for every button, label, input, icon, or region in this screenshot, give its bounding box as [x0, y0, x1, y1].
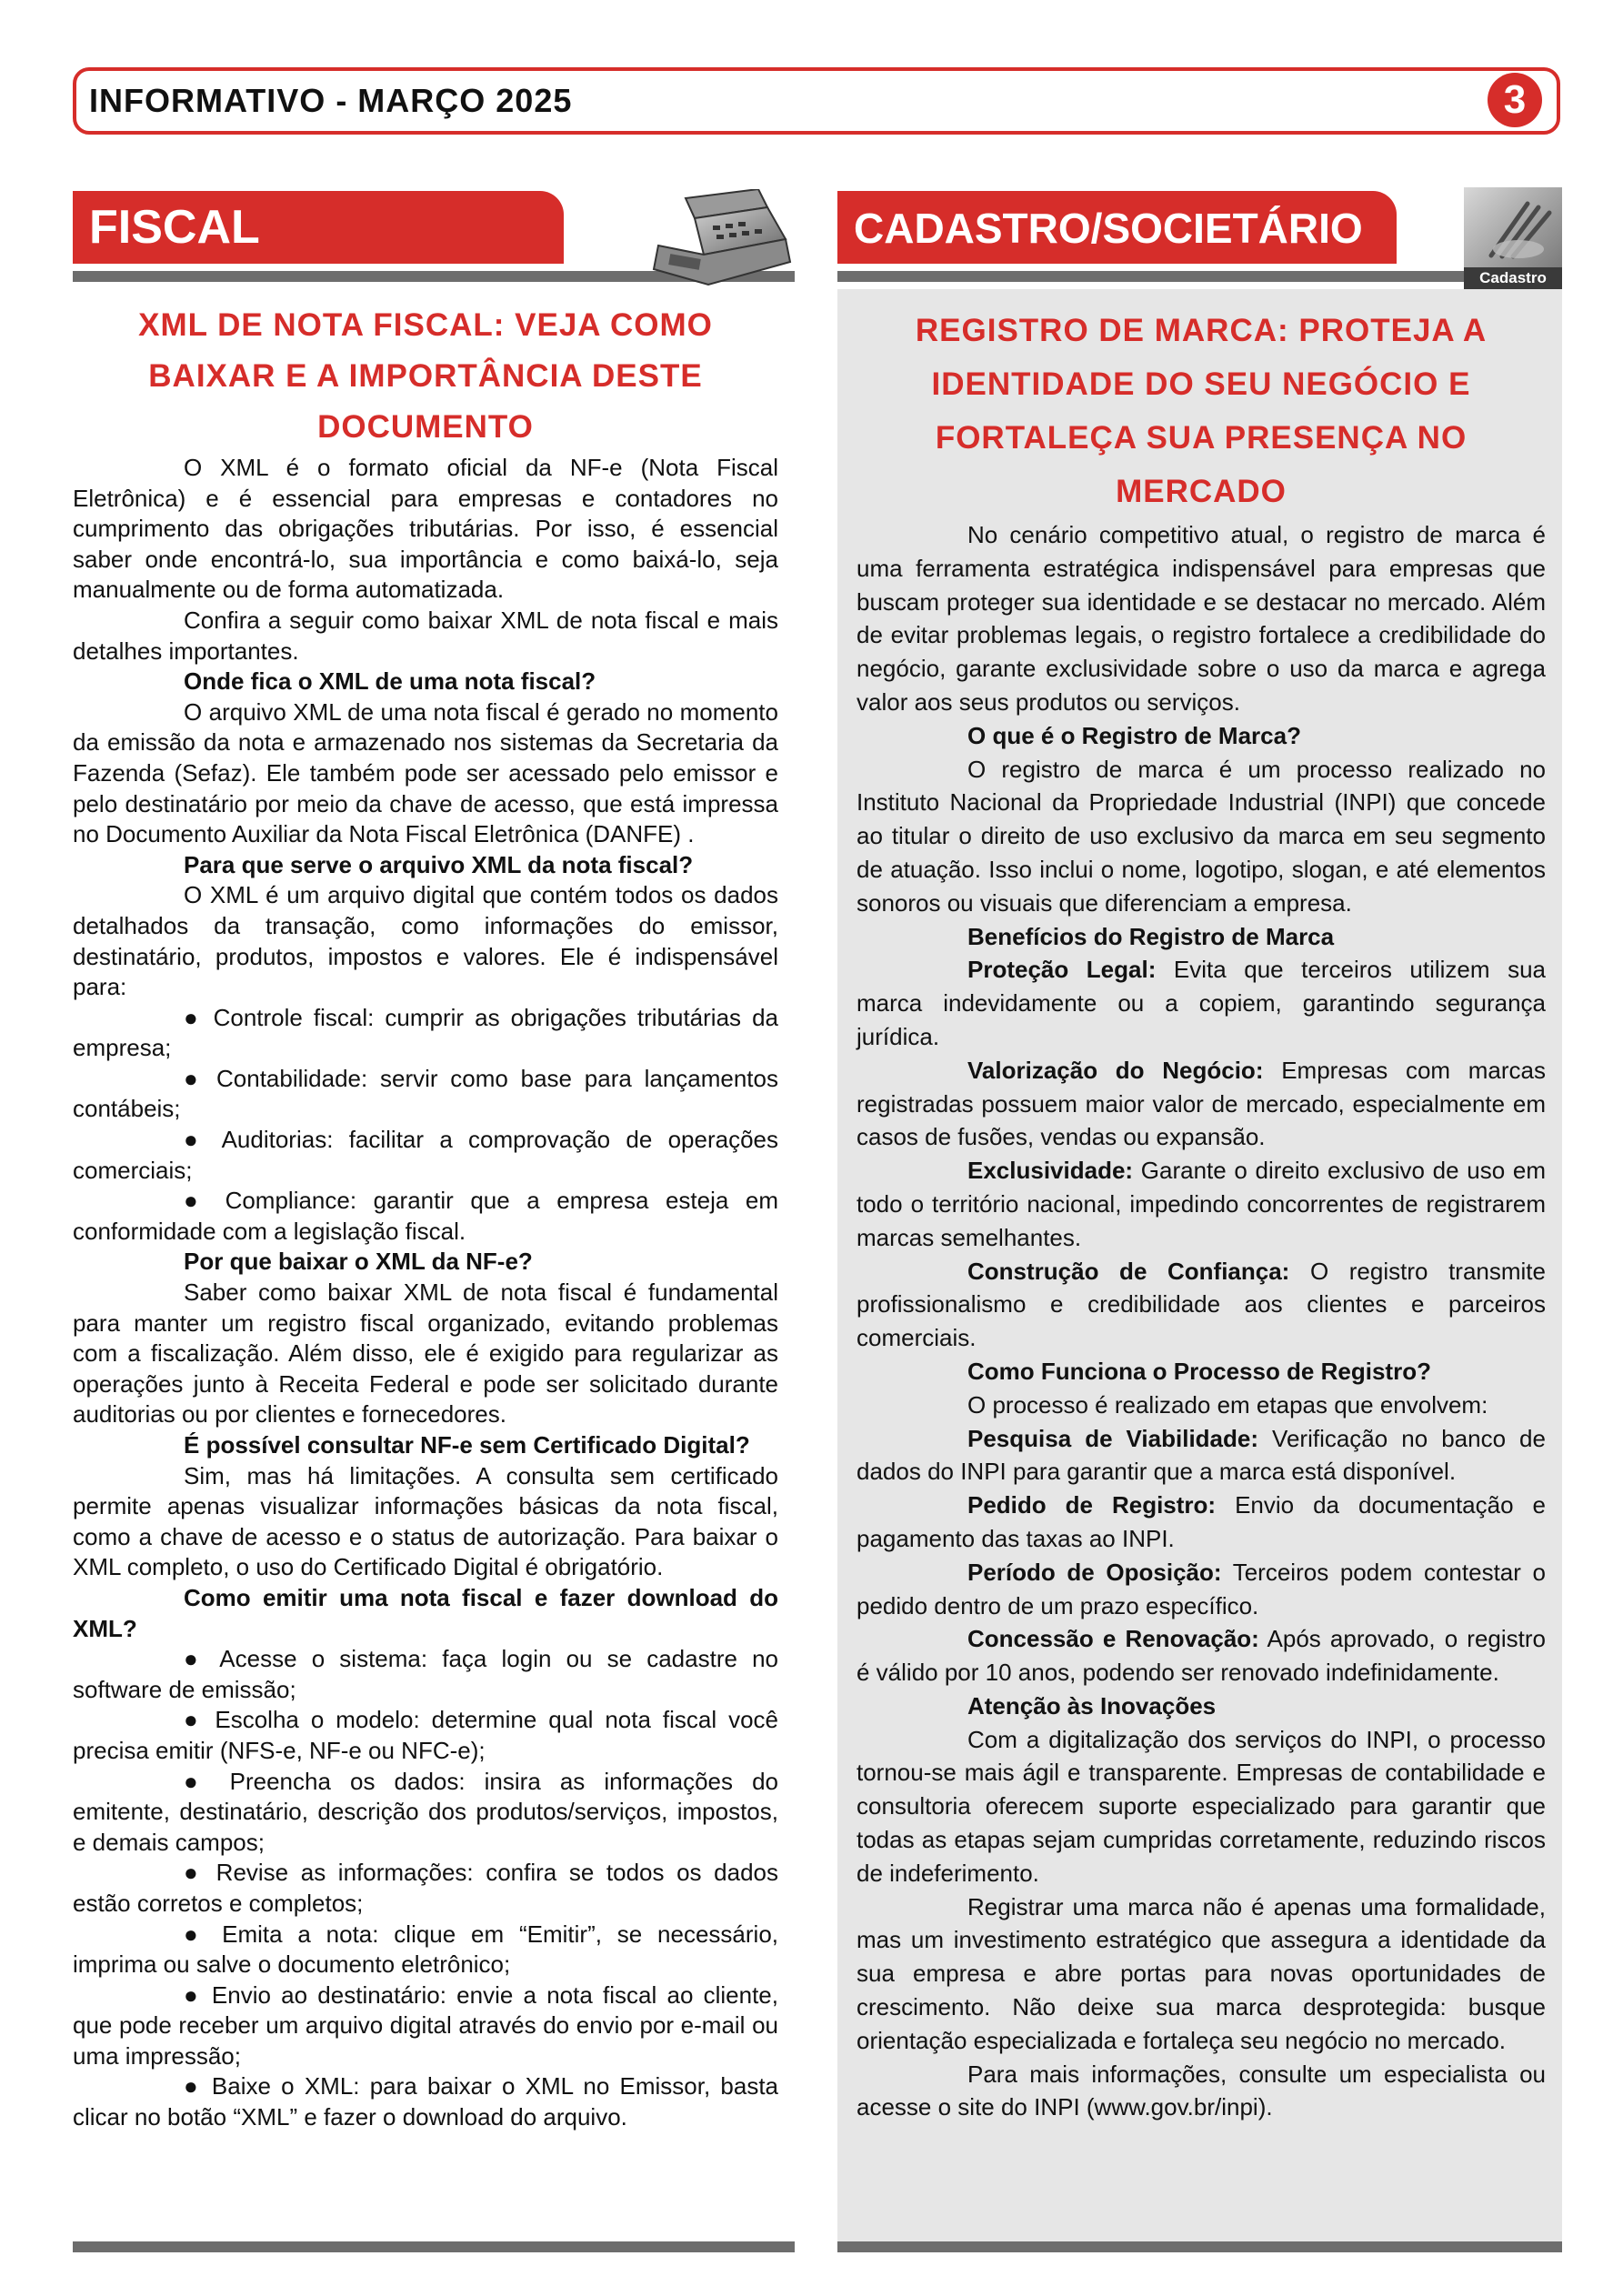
paragraph — [73, 2071, 778, 2132]
paragraph-text: ● Controle fiscal: cumprir as obrigações tributárias da empresa; — [73, 1003, 778, 1062]
paragraph-heading: Pedido de Registro: — [967, 1491, 1217, 1519]
paragraph — [73, 1003, 778, 1064]
paragraph — [73, 667, 778, 697]
marca-article-title: REGISTRO DE MARCA: PROTEJA A IDENTIDADE DO SEU NEGÓCIO E FORTALEÇA SUA PRESENÇA NO MERCADO — [915, 313, 1488, 509]
paragraph-text: Saber como baixar XML de nota fiscal é fundamental para manter um registro fiscal organizado, evitando problemas com a fiscalização. Além disso, ele é exigido para regularizar as operações junto à Receita Federal e pode ser solicitado durante auditorias ou por clientes e fornecedores. — [73, 1278, 778, 1429]
paragraph-heading: Por que baixar o XML da NF-e? — [184, 1248, 533, 1276]
paragraph-heading: É possível consultar NF-e sem Certificado Digital? — [184, 1431, 750, 1459]
paragraph-heading: Período de Oposição: — [967, 1558, 1222, 1586]
paragraph-text: Para mais informações, consulte um especialista ou acesse o site do INPI (www.gov.br/inpi). — [857, 2060, 1546, 2121]
paragraph-text: No cenário competitivo atual, o registro de marca é uma ferramenta estratégica indispensável para empresas que buscam proteger sua identidade e se destacar no mercado. Além de evitar problemas legais, o registro fortalece a credibilidade do negócio, garante exclusividade sobre o uso da marca e agrega valor aos seus produtos ou serviços. — [857, 521, 1546, 716]
page-header — [73, 67, 1560, 135]
marca-article — [857, 300, 1546, 2124]
paragraph-text: ● Preencha os dados: insira as informações do emitente, destinatário, descrição dos produtos/serviços, impostos, e demais campos; — [73, 1767, 778, 1856]
page-number-badge: 3 — [1488, 73, 1542, 127]
paragraph — [73, 1705, 778, 1766]
paragraph-text: Sim, mas há limitações. A consulta sem certificado permite apenas visualizar informações básicas da nota fiscal, como a chave de acesso e o status de autorização. Para baixar o XML completo, o uso do Certificado Digital é obrigatório. — [73, 1461, 778, 1581]
section-title-cadastro: CADASTRO/SOCIETÁRIO — [854, 205, 1363, 252]
paragraph — [857, 518, 1546, 719]
paragraph-text: O registro transmite profissionalismo e credibilidade aos clientes e parceiros comerciais. — [857, 1257, 1546, 1352]
paragraph — [857, 1890, 1546, 2058]
section-title-fiscal: FISCAL — [89, 201, 260, 254]
paragraph — [73, 1644, 778, 1705]
paragraph — [73, 1186, 778, 1247]
paragraph — [857, 753, 1546, 920]
paragraph-text: Confira a seguir como baixar XML de nota fiscal e mais detalhes importantes. — [73, 606, 778, 665]
paragraph-text: Envio da documentação e pagamento das taxas ao INPI. — [857, 1491, 1546, 1552]
paragraph-text: ● Acesse o sistema: faça login ou se cadastre no software de emissão; — [73, 1645, 778, 1703]
paragraph-heading: Valorização do Negócio: — [967, 1056, 1264, 1084]
paragraph-heading: Como emitir uma nota fiscal e fazer download do XML? — [73, 1583, 778, 1642]
paragraph — [857, 1689, 1546, 1723]
paragraph-text: Com a digitalização dos serviços do INPI, o processo tornou-se mais ágil e transparente. Empresas de contabilidade e consultoria oferecem suporte especializado para garantir que todas as etapas sejam cumpridas corretamente, reduzindo riscos de indeferimento. — [857, 1725, 1546, 1887]
paragraph — [73, 850, 778, 881]
paragraph — [857, 920, 1546, 954]
marca-article-body — [857, 518, 1546, 2124]
paragraph-text: ● Envio ao destinatário: envie a nota fiscal ao cliente, que pode receber um arquivo digital através do envio por e-mail ou uma impressão; — [73, 1980, 778, 2070]
paragraph-text: O registro de marca é um processo realizado no Instituto Nacional da Propriedade Industrial (INPI) que concede ao titular o direito de uso exclusivo da marca em seu segmento de atuação. Isso inclui o nome, logotipo, slogan, e até elementos sonoros ou visuais que diferenciam a empresa. — [857, 755, 1546, 917]
section-tab-cadastro — [837, 191, 1397, 264]
paragraph — [73, 606, 778, 667]
paragraph-heading: Pesquisa de Viabilidade: — [967, 1424, 1259, 1452]
paragraph — [73, 1278, 778, 1430]
paragraph — [73, 697, 778, 850]
paragraph-heading: Exclusividade: — [967, 1157, 1134, 1185]
cadastro-photo-icon — [1464, 187, 1562, 289]
paragraph-text: Empresas com marcas registradas possuem maior valor de mercado, especialmente em casos de fusões, vendas ou expansão. — [857, 1056, 1547, 1151]
paragraph — [73, 1980, 778, 2072]
paragraph-text: ● Auditorias: facilitar a comprovação de operações comerciais; — [73, 1126, 778, 1184]
paragraph — [73, 1583, 778, 1644]
paragraph — [73, 1920, 778, 1980]
paragraph — [857, 1154, 1546, 1254]
section-tab-fiscal — [73, 191, 564, 264]
paragraph — [73, 1247, 778, 1278]
paragraph — [857, 1422, 1546, 1489]
paragraph — [73, 1858, 778, 1919]
paragraph-text: Terceiros podem contestar o pedido dentro de um prazo específico. — [857, 1558, 1546, 1619]
paragraph-heading: Concessão e Renovação: — [967, 1625, 1259, 1653]
paragraph — [857, 1389, 1546, 1422]
paragraph — [857, 1489, 1546, 1556]
paragraph-text: ● Revise as informações: confira se todos os dados estão corretos e completos; — [73, 1859, 778, 1917]
paragraph-heading: Construção de Confiança: — [967, 1257, 1290, 1285]
paragraph-text: ● Baixe o XML: para baixar o XML no Emissor, basta clicar no botão “XML” e fazer o download do arquivo. — [73, 2072, 778, 2131]
paragraph-text: ● Escolha o modelo: determine qual nota fiscal você precisa emitir (NFS-e, NF-e ou NFC-e); — [73, 1706, 778, 1764]
paragraph-heading: Proteção Legal: — [967, 956, 1157, 984]
paragraph — [73, 1125, 778, 1186]
paragraph-heading: Para que serve o arquivo XML da nota fiscal? — [184, 850, 694, 878]
bottom-rule-left — [73, 2241, 795, 2252]
cash-register-icon — [649, 189, 795, 289]
paragraph-heading: Onde fica o XML de uma nota fiscal? — [184, 667, 596, 696]
paragraph-text: ● Emita a nota: clique em “Emitir”, se necessário, imprima ou salve o documento eletrônico; — [73, 1920, 778, 1979]
paragraph-heading: O que é o Registro de Marca? — [967, 721, 1301, 749]
paragraph — [73, 880, 778, 1002]
paragraph — [857, 1255, 1546, 1355]
paragraph-text: ● Compliance: garantir que a empresa esteja em conformidade com a legislação fiscal. — [73, 1187, 778, 1245]
paragraph-text: O XML é um arquivo digital que contém todos os dados detalhados da transação, como informações do emissor, destinatário, produtos, impostos e valores. Ele é indispensável para: — [73, 881, 778, 1001]
paragraph — [857, 1556, 1546, 1623]
paragraph — [73, 1430, 778, 1461]
paragraph-text: Garante o direito exclusivo de uso em todo o território nacional, impedindo concorrentes de registrarem marcas semelhantes. — [857, 1157, 1546, 1251]
paragraph-heading: Atenção às Inovações — [967, 1691, 1217, 1719]
paragraph-text: Verificação no banco de dados do INPI para garantir que a marca está disponível. — [857, 1424, 1546, 1486]
paragraph — [857, 1054, 1546, 1154]
fiscal-article-title: XML DE NOTA FISCAL: VEJA COMO BAIXAR E A IMPORTÂNCIA DESTE DOCUMENTO — [138, 307, 713, 445]
paragraph — [857, 953, 1546, 1053]
paragraph — [857, 2058, 1546, 2125]
paragraph — [73, 1767, 778, 1859]
paragraph-heading: Benefícios do Registro de Marca — [967, 922, 1335, 950]
section-rule-right — [837, 271, 1562, 282]
paragraph — [73, 1064, 778, 1125]
paragraph-text: Após aprovado, o registro é válido por 10 anos, podendo ser renovado indefinidamente. — [857, 1625, 1546, 1687]
fiscal-article — [73, 300, 778, 2133]
paragraph-text: O processo é realizado em etapas que envolvem: — [967, 1390, 1488, 1419]
paragraph — [73, 1461, 778, 1583]
newsletter-title: INFORMATIVO - MARÇO 2025 — [89, 82, 573, 119]
paragraph-text: Evita que terceiros utilizem sua marca indevidamente ou a copiem, garantindo segurança jurídica. — [857, 956, 1546, 1050]
paragraph — [73, 453, 778, 606]
paragraph — [857, 719, 1546, 753]
paragraph-text: O arquivo XML de uma nota fiscal é gerado no momento da emissão da nota e armazenado nos sistemas da Secretaria da Fazenda (Sefaz). Ele também pode ser acessado pelo emissor e pelo destinatário por meio da chave de acesso, que está impressa no Documento Auxiliar da Nota Fiscal Eletrônica (DANFE) . — [73, 697, 778, 848]
paragraph-text: O XML é o formato oficial da NF-e (Nota Fiscal Eletrônica) e é essencial para empresas e contadores no cumprimento das obrigações tributárias. Por isso, é essencial saber onde encontrá-lo, sua importância e como baixá-lo, seja manualmente ou de forma automatizada. — [73, 454, 778, 604]
bottom-rule-right — [837, 2241, 1562, 2252]
paragraph-text: ● Contabilidade: servir como base para lançamentos contábeis; — [73, 1064, 778, 1123]
paragraph — [857, 1622, 1546, 1689]
paragraph — [857, 1723, 1546, 1890]
paragraph — [857, 1355, 1546, 1389]
fiscal-article-body — [73, 453, 778, 2133]
paragraph-heading: Como Funciona o Processo de Registro? — [967, 1357, 1431, 1385]
cadastro-icon-caption: Cadastro — [1464, 267, 1562, 289]
paragraph-text: Registrar uma marca não é apenas uma formalidade, mas um investimento estratégico que assegura a identidade da sua empresa e abre portas para novas oportunidades de crescimento. Não deixe sua marca desprotegida: busque orientação especializada e fortaleça seu negócio no mercado. — [857, 1892, 1546, 2054]
